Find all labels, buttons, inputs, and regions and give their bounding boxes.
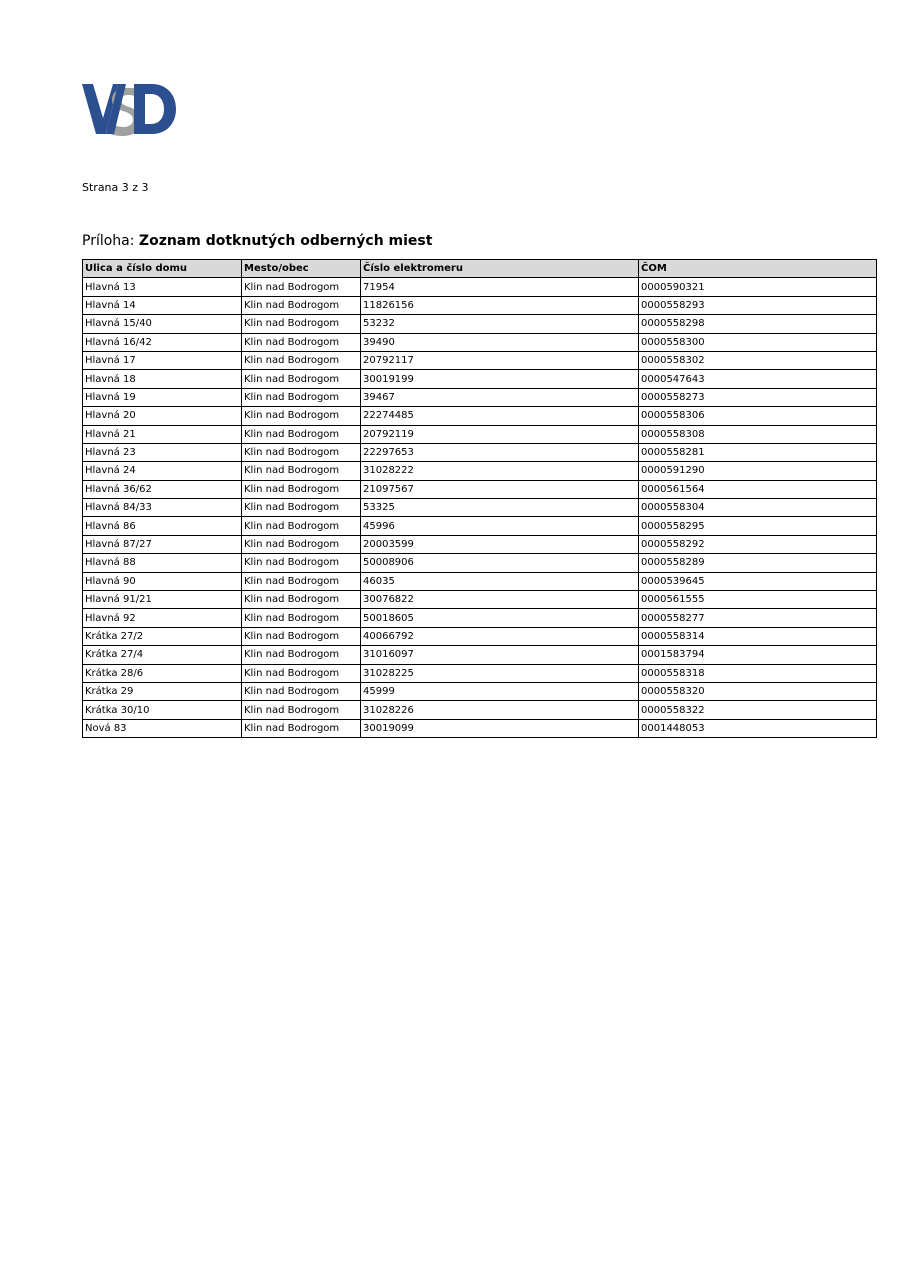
- table-row: [83, 499, 877, 517]
- table-row: [83, 701, 877, 719]
- column-header-meter-number: Číslo elektromeru: [361, 260, 639, 278]
- address-cell: Krátka 29: [83, 682, 242, 700]
- city-cell: Klin nad Bodrogom: [242, 462, 361, 480]
- city-cell: Klin nad Bodrogom: [242, 719, 361, 737]
- meter-number-cell: 53325: [361, 499, 639, 517]
- city-cell: Klin nad Bodrogom: [242, 682, 361, 700]
- meter-number-cell: 22297653: [361, 443, 639, 461]
- city-cell: Klin nad Bodrogom: [242, 315, 361, 333]
- column-header-address: Ulica a číslo domu: [83, 260, 242, 278]
- address-cell: Hlavná 16/42: [83, 333, 242, 351]
- table-row: [83, 388, 877, 406]
- meter-number-cell: 20003599: [361, 535, 639, 553]
- city-cell: Klin nad Bodrogom: [242, 554, 361, 572]
- meter-number-cell: 39490: [361, 333, 639, 351]
- address-cell: Hlavná 23: [83, 443, 242, 461]
- meter-number-cell: 45996: [361, 517, 639, 535]
- com-cell: 0000558308: [639, 425, 877, 443]
- com-cell: 0000558277: [639, 609, 877, 627]
- table-row: [83, 646, 877, 664]
- com-cell: 0001583794: [639, 646, 877, 664]
- city-cell: Klin nad Bodrogom: [242, 701, 361, 719]
- city-cell: Klin nad Bodrogom: [242, 646, 361, 664]
- meter-number-cell: 31016097: [361, 646, 639, 664]
- com-cell: 0000558300: [639, 333, 877, 351]
- table-row: [83, 572, 877, 590]
- meter-number-cell: 22274485: [361, 407, 639, 425]
- city-cell: Klin nad Bodrogom: [242, 388, 361, 406]
- meter-number-cell: 46035: [361, 572, 639, 590]
- table-row: [83, 682, 877, 700]
- table-row: [83, 719, 877, 737]
- city-cell: Klin nad Bodrogom: [242, 425, 361, 443]
- table-row: [83, 296, 877, 314]
- address-cell: Hlavná 18: [83, 370, 242, 388]
- com-cell: 0000558318: [639, 664, 877, 682]
- meter-number-cell: 21097567: [361, 480, 639, 498]
- city-cell: Klin nad Bodrogom: [242, 627, 361, 645]
- address-cell: Krátka 27/2: [83, 627, 242, 645]
- table-row: [83, 535, 877, 553]
- meter-number-cell: 45999: [361, 682, 639, 700]
- meter-number-cell: 20792117: [361, 351, 639, 369]
- meter-number-cell: 11826156: [361, 296, 639, 314]
- com-cell: 0000561564: [639, 480, 877, 498]
- meter-number-cell: 53232: [361, 315, 639, 333]
- com-cell: 0000539645: [639, 572, 877, 590]
- column-header-city: Mesto/obec: [242, 260, 361, 278]
- table-row: [83, 351, 877, 369]
- column-header-com: ČOM: [639, 260, 877, 278]
- meter-number-cell: 39467: [361, 388, 639, 406]
- attachment-title: Zoznam dotknutých odberných miest: [138, 233, 433, 249]
- com-cell: 0000590321: [639, 278, 877, 296]
- city-cell: Klin nad Bodrogom: [242, 535, 361, 553]
- table-row: [83, 664, 877, 682]
- meter-number-cell: 30076822: [361, 591, 639, 609]
- meter-number-cell: 31028225: [361, 664, 639, 682]
- address-cell: Nová 83: [83, 719, 242, 737]
- city-cell: Klin nad Bodrogom: [242, 333, 361, 351]
- table-header-row: [83, 260, 877, 278]
- address-cell: Hlavná 86: [83, 517, 242, 535]
- meter-number-cell: 20792119: [361, 425, 639, 443]
- address-cell: Hlavná 91/21: [83, 591, 242, 609]
- table-row: [83, 591, 877, 609]
- city-cell: Klin nad Bodrogom: [242, 351, 361, 369]
- table-row: [83, 407, 877, 425]
- address-cell: Krátka 30/10: [83, 701, 242, 719]
- com-cell: 0000558304: [639, 499, 877, 517]
- page-number: Strana 3 z 3: [82, 181, 149, 194]
- address-cell: Hlavná 24: [83, 462, 242, 480]
- address-cell: Krátka 28/6: [83, 664, 242, 682]
- com-cell: 0000558306: [639, 407, 877, 425]
- city-cell: Klin nad Bodrogom: [242, 370, 361, 388]
- table-row: [83, 517, 877, 535]
- city-cell: Klin nad Bodrogom: [242, 517, 361, 535]
- city-cell: Klin nad Bodrogom: [242, 480, 361, 498]
- com-cell: 0001448053: [639, 719, 877, 737]
- meter-number-cell: 31028226: [361, 701, 639, 719]
- address-cell: Krátka 27/4: [83, 646, 242, 664]
- address-cell: Hlavná 21: [83, 425, 242, 443]
- address-cell: Hlavná 88: [83, 554, 242, 572]
- com-cell: 0000558314: [639, 627, 877, 645]
- com-cell: 0000558292: [639, 535, 877, 553]
- city-cell: Klin nad Bodrogom: [242, 499, 361, 517]
- table-row: [83, 480, 877, 498]
- com-cell: 0000558289: [639, 554, 877, 572]
- city-cell: Klin nad Bodrogom: [242, 296, 361, 314]
- table-row: [83, 370, 877, 388]
- meter-number-cell: 71954: [361, 278, 639, 296]
- city-cell: Klin nad Bodrogom: [242, 278, 361, 296]
- address-cell: Hlavná 17: [83, 351, 242, 369]
- address-cell: Hlavná 36/62: [83, 480, 242, 498]
- table-row: [83, 278, 877, 296]
- table-row: [83, 554, 877, 572]
- address-cell: Hlavná 19: [83, 388, 242, 406]
- address-cell: Hlavná 14: [83, 296, 242, 314]
- com-cell: 0000591290: [639, 462, 877, 480]
- city-cell: Klin nad Bodrogom: [242, 664, 361, 682]
- address-cell: Hlavná 90: [83, 572, 242, 590]
- com-cell: 0000561555: [639, 591, 877, 609]
- com-cell: 0000558322: [639, 701, 877, 719]
- com-cell: 0000558302: [639, 351, 877, 369]
- address-cell: Hlavná 87/27: [83, 535, 242, 553]
- table-row: [83, 462, 877, 480]
- com-cell: 0000558273: [639, 388, 877, 406]
- city-cell: Klin nad Bodrogom: [242, 572, 361, 590]
- meter-number-cell: 31028222: [361, 462, 639, 480]
- table-row: [83, 443, 877, 461]
- address-cell: Hlavná 92: [83, 609, 242, 627]
- com-cell: 0000558298: [639, 315, 877, 333]
- address-cell: Hlavná 20: [83, 407, 242, 425]
- meter-number-cell: 30019199: [361, 370, 639, 388]
- table-row: [83, 333, 877, 351]
- table-row: [83, 425, 877, 443]
- address-cell: Hlavná 84/33: [83, 499, 242, 517]
- com-cell: 0000558295: [639, 517, 877, 535]
- city-cell: Klin nad Bodrogom: [242, 407, 361, 425]
- meter-number-cell: 50018605: [361, 609, 639, 627]
- attachment-heading: [82, 233, 432, 249]
- attachment-prefix: Príloha:: [82, 233, 139, 249]
- city-cell: Klin nad Bodrogom: [242, 609, 361, 627]
- table-row: [83, 315, 877, 333]
- meter-number-cell: 30019099: [361, 719, 639, 737]
- com-cell: 0000558293: [639, 296, 877, 314]
- address-cell: Hlavná 13: [83, 278, 242, 296]
- address-cell: Hlavná 15/40: [83, 315, 242, 333]
- meter-number-cell: 40066792: [361, 627, 639, 645]
- meters-table: [82, 259, 877, 738]
- city-cell: Klin nad Bodrogom: [242, 591, 361, 609]
- table-row: [83, 609, 877, 627]
- table-row: [83, 627, 877, 645]
- city-cell: Klin nad Bodrogom: [242, 443, 361, 461]
- com-cell: 0000558320: [639, 682, 877, 700]
- com-cell: 0000558281: [639, 443, 877, 461]
- com-cell: 0000547643: [639, 370, 877, 388]
- meter-number-cell: 50008906: [361, 554, 639, 572]
- vsd-logo: [82, 82, 176, 136]
